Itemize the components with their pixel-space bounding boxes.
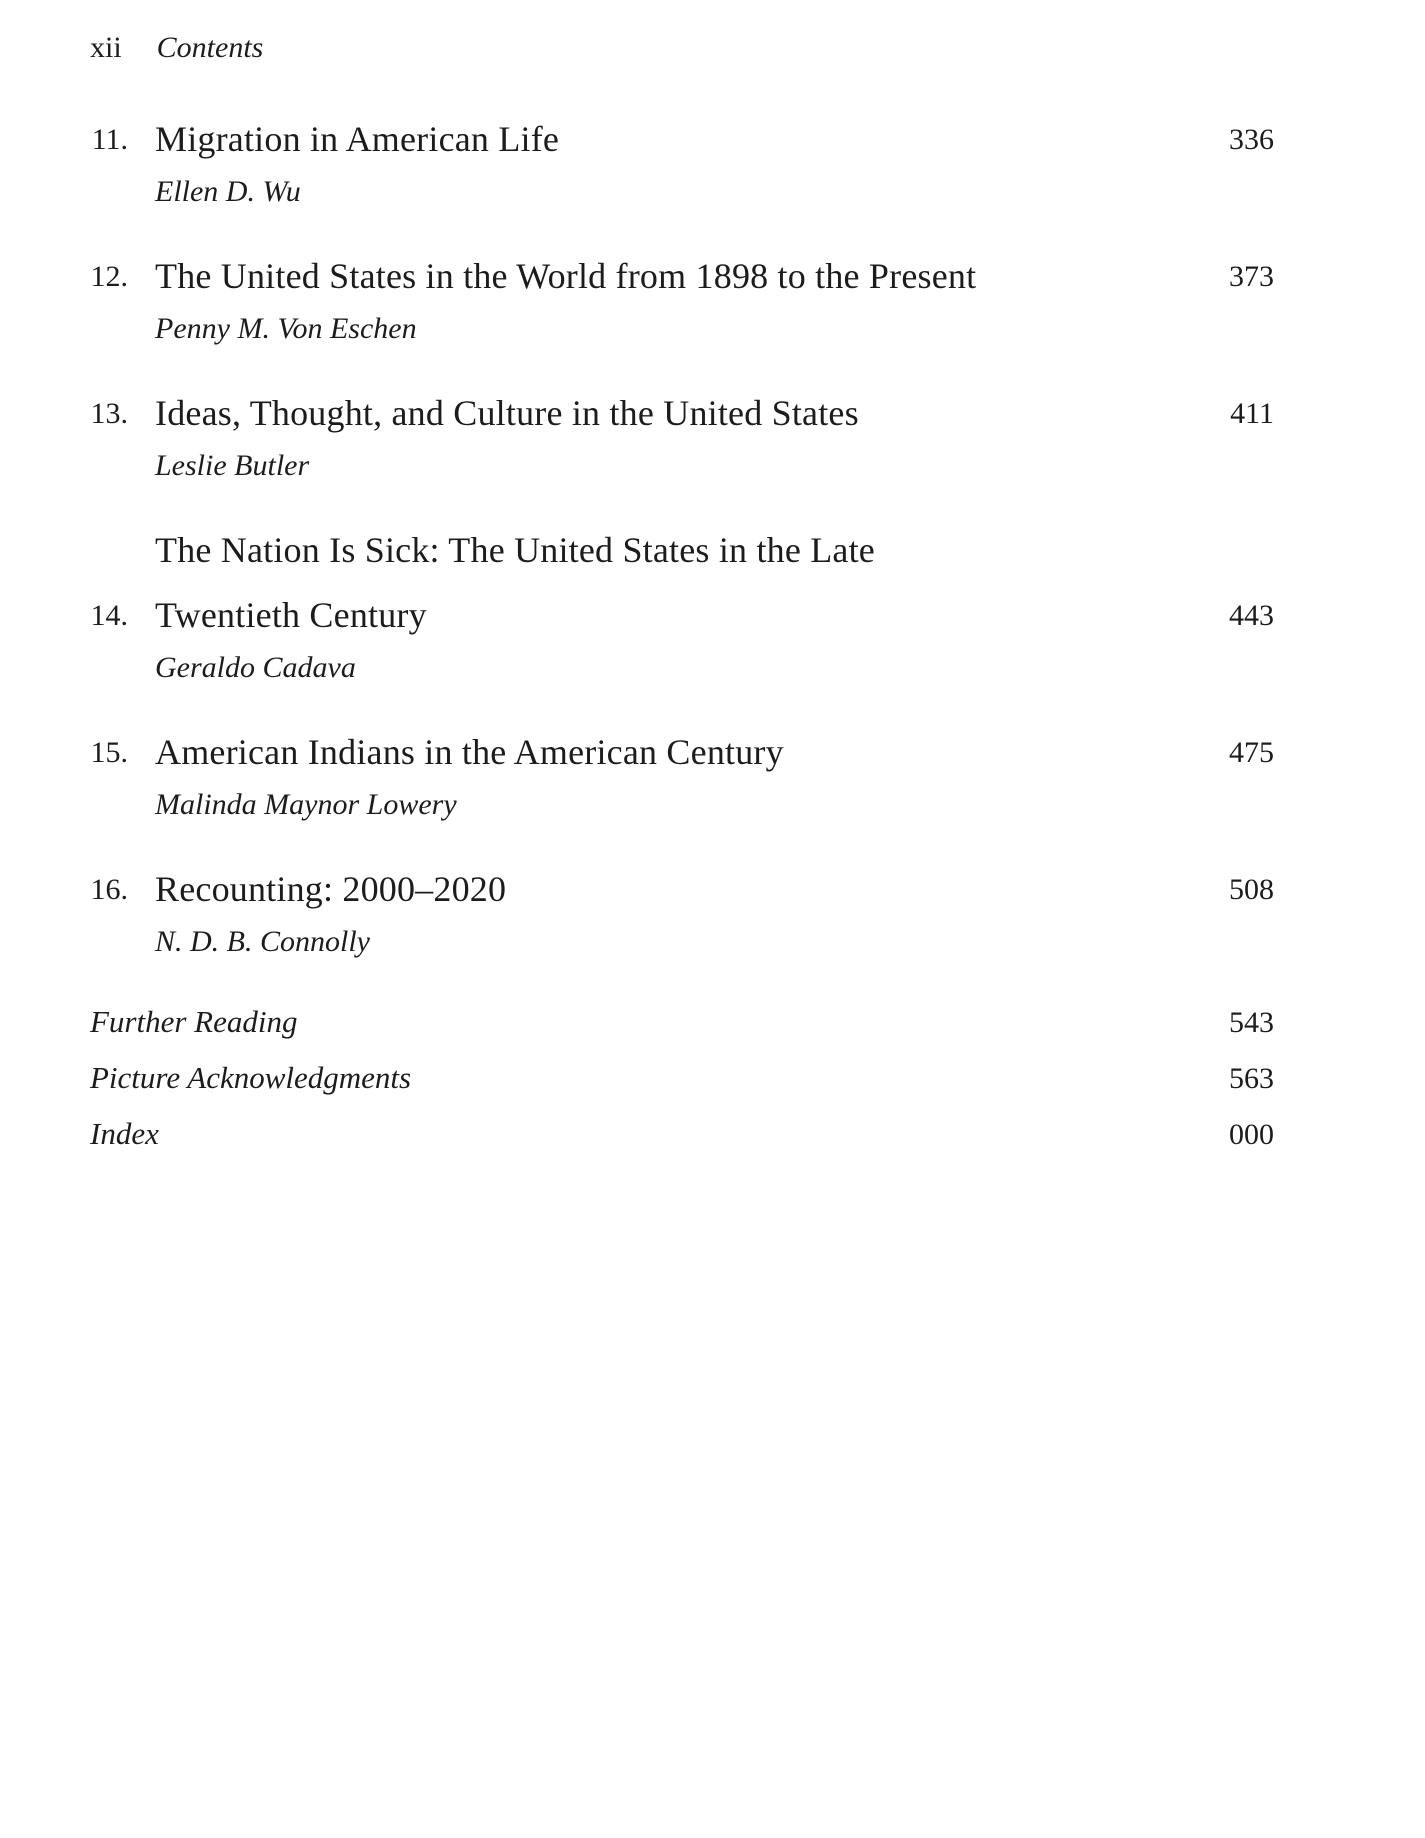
toc-item-row	[90, 857, 1274, 922]
chapter-number: 14.	[90, 599, 128, 632]
table-of-contents	[90, 107, 1274, 1162]
toc-item-row	[90, 244, 1274, 309]
chapter-title	[155, 381, 1210, 446]
chapter-title-line: Ideas, Thought, and Culture in the United States	[155, 393, 859, 433]
chapter-author: Penny M. Von Eschen	[155, 312, 417, 345]
toc-item	[90, 518, 1274, 688]
toc-item-row	[90, 107, 1274, 172]
toc-item-row	[90, 381, 1274, 446]
chapter-author: Malinda Maynor Lowery	[155, 788, 457, 821]
chapter-author: Ellen D. Wu	[155, 175, 301, 208]
page-content	[90, 30, 1274, 1162]
chapter-title	[155, 720, 1209, 785]
toc-item	[90, 244, 1274, 349]
toc-item-row	[90, 518, 1274, 648]
toc-item	[90, 381, 1274, 486]
running-head: Contents	[156, 31, 264, 64]
chapter-title-line: The Nation Is Sick: The United States in the Late	[155, 530, 875, 570]
chapter-title-line: Twentieth Century	[155, 595, 427, 635]
chapter-title-line: Recounting: 2000–2020	[155, 869, 507, 909]
backmatter-label: Picture Acknowledgments	[90, 1060, 412, 1095]
chapter-number: 15.	[90, 736, 128, 769]
chapter-title	[155, 107, 1209, 172]
toc-item	[90, 107, 1274, 212]
toc-item	[90, 720, 1274, 825]
page-number: 563	[1229, 1062, 1274, 1095]
page-number: 373	[1229, 260, 1274, 293]
backmatter-label: Further Reading	[90, 1004, 298, 1039]
backmatter-item	[90, 1106, 1274, 1162]
chapter-number: 16.	[90, 873, 128, 906]
backmatter-label: Index	[90, 1116, 159, 1151]
page-number: 475	[1229, 736, 1274, 769]
page-number: 443	[1229, 599, 1274, 632]
page-folio: xii	[90, 31, 122, 64]
page-number: 508	[1229, 873, 1274, 906]
page-number: 411	[1230, 397, 1274, 430]
chapter-author: N. D. B. Connolly	[155, 925, 370, 958]
page-header	[90, 30, 1274, 65]
chapter-number: 11.	[91, 123, 128, 156]
chapter-title-line: Migration in American Life	[155, 119, 560, 159]
toc-item	[90, 857, 1274, 962]
chapter-title-line: American Indians in the American Century	[155, 732, 784, 772]
chapter-number: 13.	[90, 397, 128, 430]
chapter-title	[155, 244, 1209, 309]
chapter-number: 12.	[90, 260, 128, 293]
page-number: 000	[1229, 1118, 1274, 1151]
page-number: 543	[1229, 1006, 1274, 1039]
chapter-title-line: The United States in the World from 1898 to the Present	[155, 256, 977, 296]
chapter-title	[155, 518, 1209, 648]
toc-item-row	[90, 720, 1274, 785]
page-number: 336	[1229, 123, 1274, 156]
backmatter-item	[90, 1050, 1274, 1106]
chapter-title	[155, 857, 1209, 922]
chapter-author: Geraldo Cadava	[155, 651, 356, 684]
chapter-author: Leslie Butler	[155, 449, 310, 482]
backmatter-list	[90, 994, 1274, 1162]
backmatter-item	[90, 994, 1274, 1050]
